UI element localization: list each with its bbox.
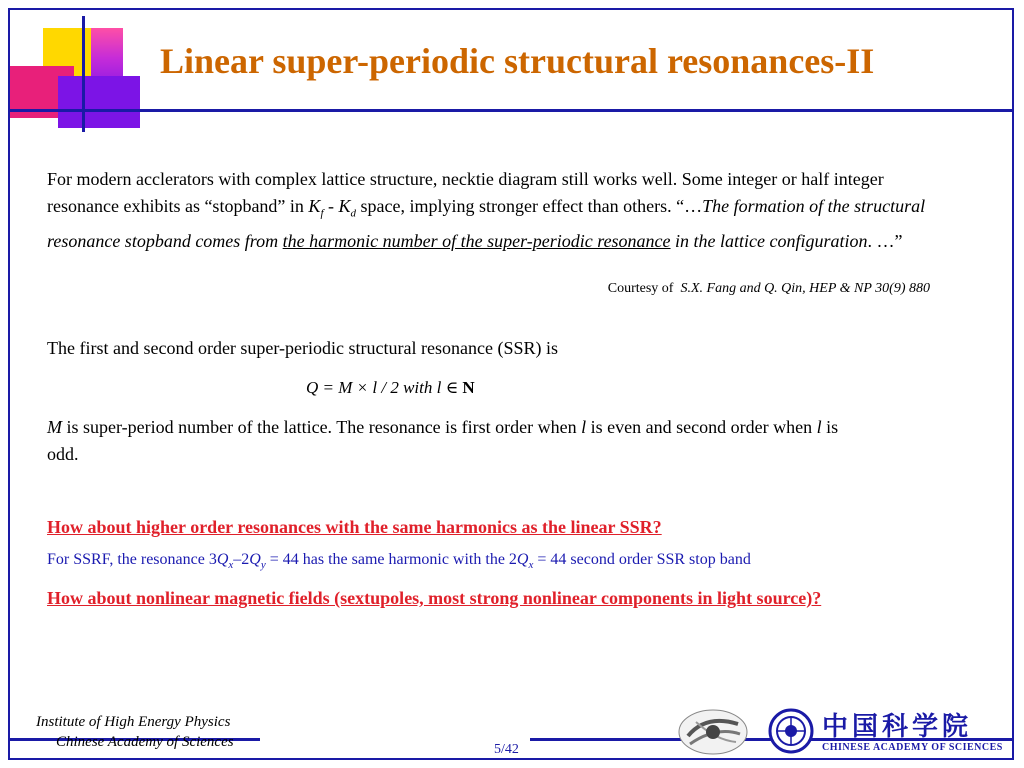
page-number: 5/42 — [494, 742, 519, 757]
slide-title: Linear super-periodic structural resonances-II — [160, 41, 875, 81]
ssr-formula: Q = M × l / 2 with l ∈ N — [306, 378, 475, 397]
slide-frame — [8, 8, 1014, 760]
ssrf-note: For SSRF, the resonance $3Q_x-2Q_y = 44$ has the same harmonic with the $2Q_x = 44$ second order SSR stop band — [47, 551, 751, 572]
intro-paragraph: For modern acclerators with complex lattice structure, necktie diagram still works well. Some integer or half integer resonance exhibits as “stopband” in $K_f - K_d$ space, implying stronger effect than others. “…The formation of the structural resonance stopband comes from the harmonic number of the super-periodic resonance in the lattice configuration. …” — [47, 169, 926, 251]
courtesy-note: Courtesy of S.X. Fang and Q. Qin, HEP & NP 30(9) 880 — [607, 281, 930, 296]
decor-purple-square — [58, 76, 140, 128]
harmonic-number-phrase: the harmonic number of the super-periodic resonance — [282, 230, 671, 251]
cas-english-name: CHINESE ACADEMY OF SCIENCES — [822, 742, 1003, 753]
decor-vertical-line — [82, 16, 85, 132]
ihep-logo-icon — [676, 706, 750, 763]
cas-seal-icon — [768, 708, 814, 759]
title-divider — [10, 109, 1013, 112]
institute-name: Institute of High Energy Physics Chinese Academy of Sciences — [36, 714, 234, 750]
decor-overlap-square — [91, 28, 123, 78]
ssr-definition: The first and second order super-periodic structural resonance (SSR) is — [47, 338, 558, 358]
cas-chinese-name: 中国科学院 — [822, 712, 973, 742]
question-nonlinear-fields: How about nonlinear magnetic fields (sextupoles, most strong nonlinear components in light source)? — [47, 588, 822, 608]
question-higher-order: How about higher order resonances with the same harmonics as the linear SSR? — [47, 517, 662, 537]
super-period-paragraph: M is super-period number of the lattice. The resonance is first order when l is even and second order when l is odd. — [47, 417, 839, 464]
